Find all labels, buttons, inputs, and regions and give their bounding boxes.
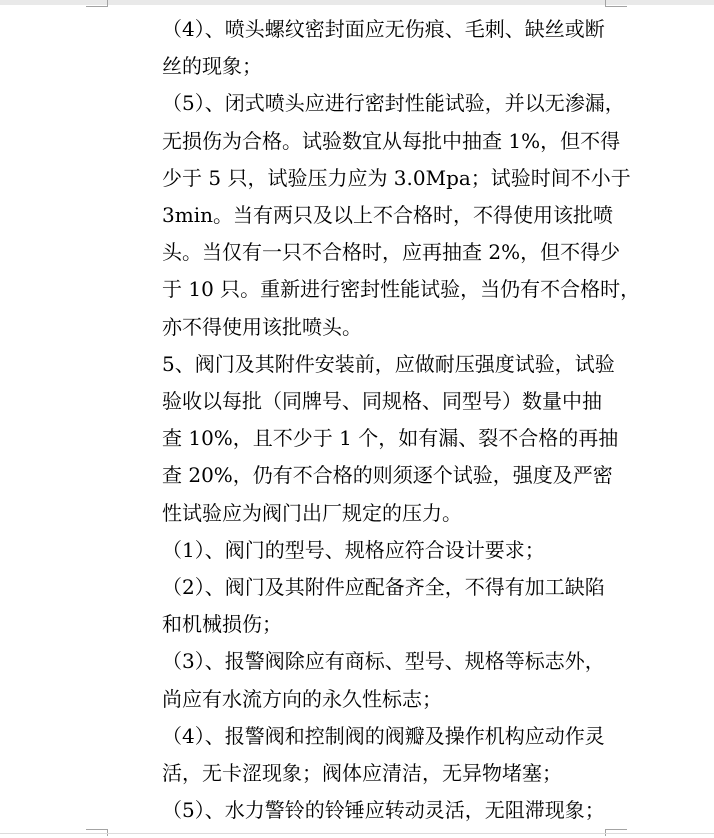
text-line[interactable]: （5）、水力警铃的铃锤应转动灵活，无阻滞现象；	[162, 798, 605, 823]
paragraph-closed-sprinkler-seal-test	[162, 85, 641, 345]
paragraph-valve-pressure-test	[162, 346, 619, 532]
text-line[interactable]: 尚应有水流方向的永久性标志；	[162, 686, 442, 711]
text-line[interactable]: （4）、报警阀和控制阀的阀瓣及操作机构应动作灵	[162, 723, 605, 748]
text-line[interactable]: 3min。当有两只及以上不合格时，不得使用该批喷	[162, 203, 613, 228]
text-boundary-mark-bottom-left	[86, 829, 108, 830]
text-line[interactable]: 无损伤为合格。试验数宜从每批中抽查 1%，但不得	[162, 128, 621, 153]
text-boundary-mark-top-left-tick	[107, 0, 108, 7]
paragraph-alarm-valve-markings	[162, 643, 608, 717]
text-line[interactable]: 验收以每批（同牌号、同规格、同型号）数量中抽	[162, 389, 602, 414]
text-line[interactable]: （2）、阀门及其附件应配备齐全，不得有加工缺陷	[162, 575, 605, 600]
text-line[interactable]: 查 10%，且不少于 1 个，如有漏、裂不合格的再抽	[162, 426, 619, 451]
text-line[interactable]: 查 20%，仍有不合格的则须逐个试验，强度及严密	[162, 463, 613, 488]
text-line[interactable]: （1）、阀门的型号、规格应符合设计要求；	[162, 537, 545, 562]
text-line[interactable]: 丝的现象；	[162, 54, 262, 79]
text-line[interactable]: （4）、喷头螺纹密封面应无伤痕、毛刺、缺丝或断	[162, 17, 605, 41]
paragraph-water-alarm-bell	[162, 792, 608, 829]
text-line[interactable]: 于 10 只。重新进行密封性能试验，当仍有不合格时，	[162, 277, 641, 302]
text-line[interactable]: 亦不得使用该批喷头。	[162, 314, 362, 339]
page-bottom-edge-rule	[0, 833, 714, 834]
text-boundary-mark-top-right	[605, 6, 627, 7]
paragraph-valve-accessories	[162, 569, 608, 643]
paragraph-alarm-control-valve-mechanism	[162, 718, 608, 792]
text-boundary-mark-top-right-tick	[605, 0, 606, 7]
text-line[interactable]: 性试验应为阀门出厂规定的压力。	[162, 500, 462, 525]
paragraph-sprinkler-thread-seal	[162, 11, 608, 85]
text-line[interactable]: 和机械损伤；	[162, 612, 282, 637]
text-line[interactable]: （5）、闭式喷头应进行密封性能试验，并以无渗漏，	[162, 91, 625, 116]
text-boundary-mark-bottom-right	[605, 829, 627, 830]
text-line[interactable]: 5、阀门及其附件安装前，应做耐压强度试验，试验	[162, 351, 615, 376]
text-line[interactable]: 少于 5 只，试验压力应为 3.0Mpa；试验时间不小于	[162, 165, 631, 190]
text-line[interactable]: （3）、报警阀除应有商标、型号、规格等标志外，	[162, 649, 605, 674]
text-line[interactable]: 活，无卡涩现象；阀体应清洁，无异物堵塞；	[162, 761, 562, 786]
text-boundary-mark-top-left	[86, 6, 108, 7]
paragraph-valve-model-spec	[162, 532, 608, 569]
document-body[interactable]	[162, 11, 641, 829]
text-line[interactable]: 头。当仅有一只不合格时，应再抽查 2%，但不得少	[162, 240, 621, 265]
